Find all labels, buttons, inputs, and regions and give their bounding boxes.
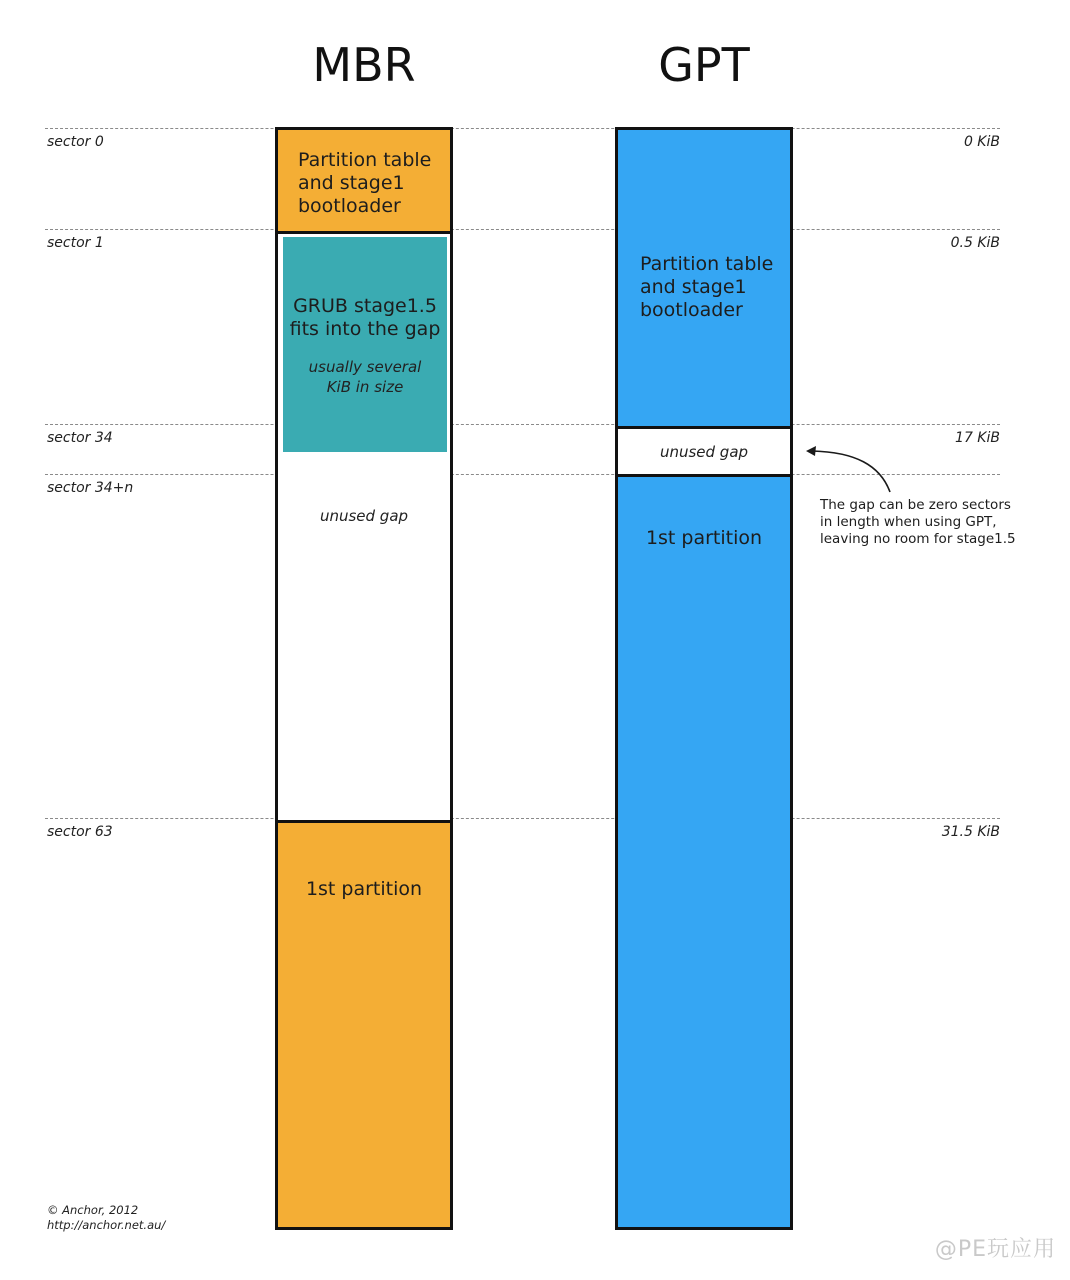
gpt-first-partition-label: 1st partition — [645, 527, 763, 549]
label-sector-0: sector 0 — [47, 134, 104, 150]
label-0-5-kib: 0.5 KiB — [950, 235, 1000, 251]
gpt-unused-gap-label: unused gap — [659, 443, 749, 461]
mbr-unused-gap-label: unused gap — [319, 507, 409, 525]
grub-text: GRUB stage1.5 fits into the gap — [289, 295, 441, 340]
label-sector-34n: sector 34+n — [47, 480, 134, 496]
mbr-first-partition-label: 1st partition — [305, 878, 423, 900]
gpt-table-text: Partition table and stage1 bootloader — [640, 253, 774, 321]
gpt-gap-annotation: The gap can be zero sectors in length when using GPT, leaving no room for stage1.5 — [820, 497, 1016, 547]
credit-text: © Anchor, 2012 http://anchor.net.au/ — [47, 1203, 166, 1232]
watermark: @PE玩应用 — [934, 1237, 1056, 1262]
label-sector-1: sector 1 — [47, 235, 104, 251]
label-sector-34: sector 34 — [47, 430, 113, 446]
mbr-table-text: Partition table and stage1 bootloader — [298, 149, 432, 217]
label-17-kib: 17 KiB — [955, 430, 1000, 446]
label-0-kib: 0 KiB — [963, 134, 1000, 150]
label-sector-63: sector 63 — [47, 824, 113, 840]
mbr-title: MBR — [312, 38, 416, 92]
label-31-5-kib: 31.5 KiB — [941, 824, 1000, 840]
gpt-title: GPT — [658, 38, 750, 92]
grub-size-note: usually several KiB in size — [308, 358, 422, 396]
